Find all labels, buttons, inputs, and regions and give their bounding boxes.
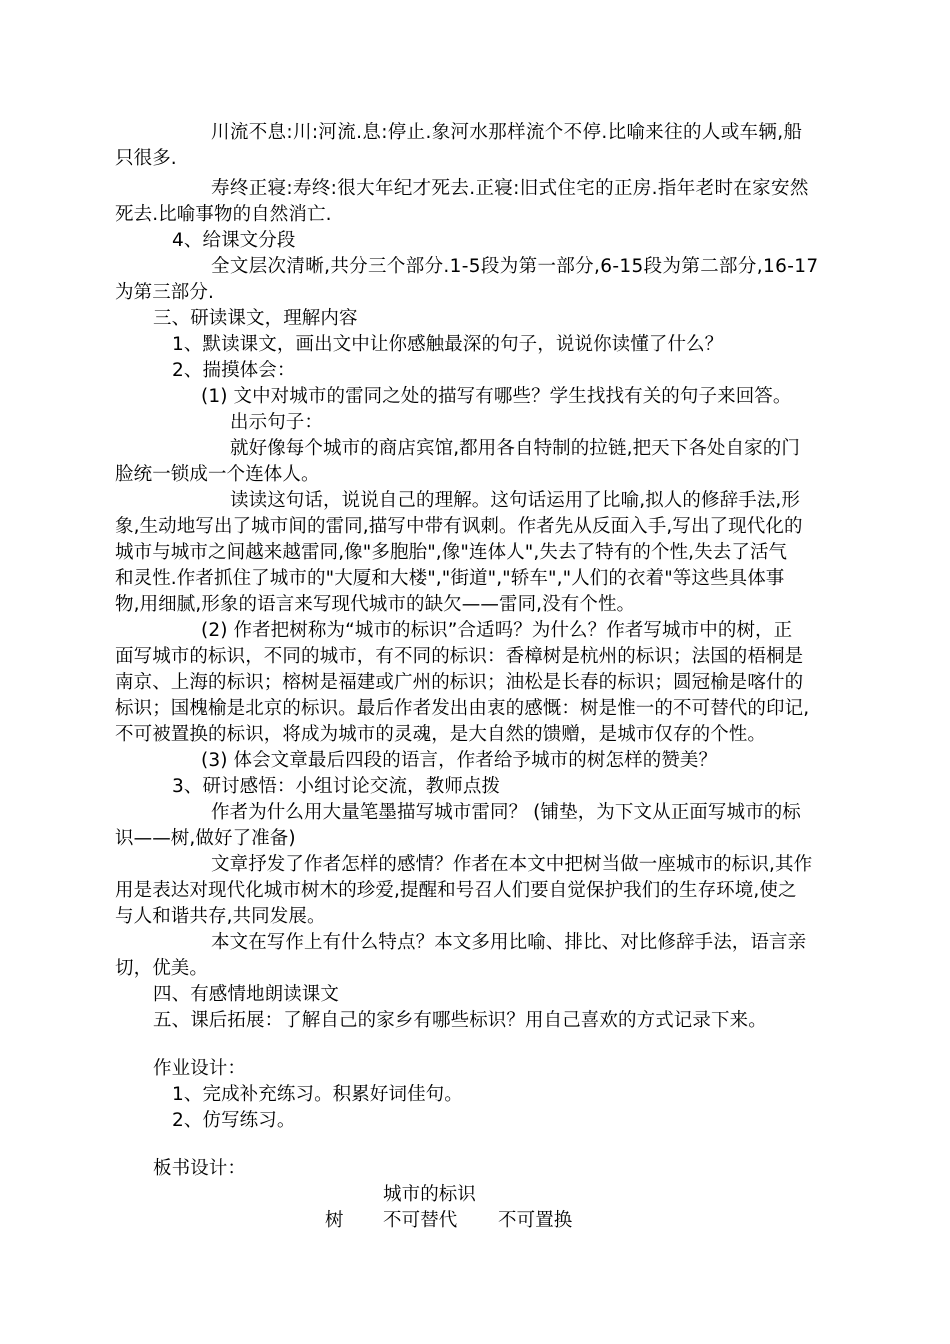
item-1-silent-reading: 1、默读课文，画出文中让你感触最深的句子，说说你读懂了什么？ — [172, 334, 724, 355]
discussion-q1-cont: 识——树,做好了准备) — [115, 828, 296, 849]
question-3: (3) 体会文章最后四段的语言，作者给予城市的树怎样的赞美？ — [201, 750, 718, 771]
idiom-chuanliubuxi-cont: 只很多. — [115, 148, 177, 169]
section-3-heading: 三、研读课文，理解内容 — [153, 308, 358, 329]
section-5-heading: 五、课后拓展：了解自己的家乡有哪些标识？用自己喜欢的方式记录下来。 — [153, 1010, 767, 1031]
paragraph-division: 全文层次清晰,共分三个部分.1-5段为第一部分,6-15段为第二部分,16-17 — [211, 256, 819, 277]
item-2-ponder: 2、揣摸体会： — [172, 360, 296, 381]
question-2: (2) 作者把树称为“城市的标识”合适吗？为什么？作者写城市中的树，正 — [201, 620, 793, 641]
homework-item-1: 1、完成补充练习。积累好词佳句。 — [172, 1084, 463, 1105]
step-4-heading: 4、给课文分段 — [172, 230, 296, 251]
discussion-q2-line-3: 与人和谐共存,共同发展。 — [115, 906, 326, 927]
show-sentence-label: 出示句子： — [230, 412, 324, 433]
item-3-discussion: 3、研讨感悟：小组讨论交流，教师点拨 — [172, 776, 501, 797]
question-2-line-5: 不可被置换的标识，将成为城市的灵魂，是大自然的馈赠，是城市仅存的个性。 — [115, 724, 767, 745]
idiom-chuanliubuxi: 川流不息:川:河流.息:停止.象河水那样流个不停.比喻来往的人或车辆,船 — [211, 122, 803, 143]
board-irreplaceable: 不可替代 — [383, 1210, 458, 1231]
idiom-shouzhongzhengqin-cont: 死去.比喻事物的自然消亡. — [115, 204, 332, 225]
board-design-heading: 板书设计： — [153, 1158, 247, 1179]
question-2-line-2: 面写城市的标识，不同的城市，有不同的标识：香樟树是杭州的标识；法国的梧桐是 — [115, 646, 804, 667]
board-title: 城市的标识 — [383, 1184, 477, 1205]
section-4-heading: 四、有感情地朗读课文 — [153, 984, 340, 1005]
analysis-line-2: 象,生动地写出了城市间的雷同,描写中带有讽刺。作者先从反面入手,写出了现代化的 — [115, 516, 803, 537]
paragraph-division-cont: 为第三部分. — [115, 282, 214, 303]
analysis-line-1: 读读这句话，说说自己的理解。这句话运用了比喻,拟人的修辞手法,形 — [230, 490, 800, 511]
discussion-q2: 文章抒发了作者怎样的感情？作者在本文中把树当做一座城市的标识,其作 — [211, 854, 813, 875]
board-unreplaceable: 不可置换 — [498, 1210, 573, 1231]
question-2-line-3: 南京、上海的标识；榕树是福建或广州的标识；油松是长春的标识；圆冠榆是喀什的 — [115, 672, 804, 693]
question-1: (1) 文中对城市的雷同之处的描写有哪些？学生找找有关的句子来回答。 — [201, 386, 792, 407]
homework-item-2: 2、仿写练习。 — [172, 1110, 296, 1131]
discussion-q3: 本文在写作上有什么特点？本文多用比喻、排比、对比修辞手法，语言亲 — [211, 932, 807, 953]
quoted-sentence-cont: 脸统一锁成一个连体人。 — [115, 464, 320, 485]
homework-heading: 作业设计： — [153, 1058, 247, 1079]
board-tree: 树 — [325, 1210, 344, 1231]
discussion-q1: 作者为什么用大量笔墨描写城市雷同？ (铺垫，为下文从正面写城市的标 — [211, 802, 801, 823]
analysis-line-3: 城市与城市之间越来越雷同,像"多胞胎",像"连体人",失去了特有的个性,失去了活气 — [115, 542, 788, 563]
idiom-shouzhongzhengqin: 寿终正寝:寿终:很大年纪才死去.正寝:旧式住宅的正房.指年老时在家安然 — [211, 178, 809, 199]
analysis-line-4: 和灵性.作者抓住了城市的"大厦和大楼","街道","轿车","人们的衣着"等这些具体事 — [115, 568, 785, 589]
discussion-q2-line-2: 用是表达对现代化城市树木的珍爱,提醒和号召人们要自觉保护我们的生存环境,使之 — [115, 880, 797, 901]
quoted-sentence: 就好像每个城市的商店宾馆,都用各自特制的拉链,把天下各处自家的门 — [230, 438, 800, 459]
analysis-line-5: 物,用细腻,形象的语言来写现代城市的缺欠——雷同,没有个性。 — [115, 594, 636, 615]
discussion-q3-cont: 切，优美。 — [115, 958, 209, 979]
question-2-line-4: 标识；国槐榆是北京的标识。最后作者发出由衷的感慨：树是惟一的不可替代的印记, — [115, 698, 810, 719]
